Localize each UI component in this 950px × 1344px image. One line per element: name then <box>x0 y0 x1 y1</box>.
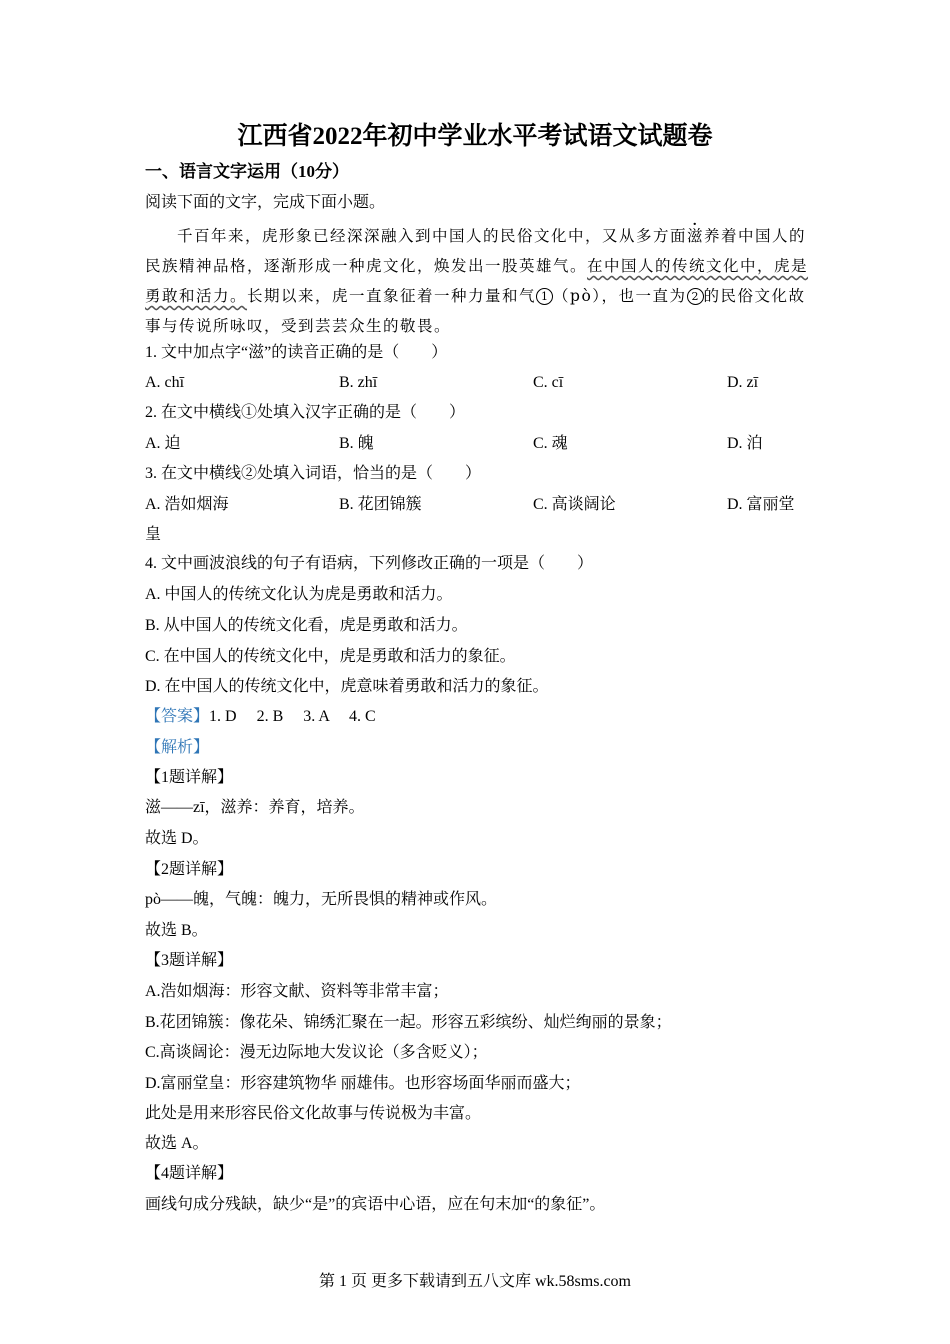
passage-text: 事与传说所咏叹，受到芸芸众生的敬畏。 <box>145 317 452 335</box>
detail-heading-1: 【1题详解】 <box>145 769 234 786</box>
detail-heading-3: 【3题详解】 <box>145 952 234 969</box>
detail-text: 滋——zī，滋养：养育，培养。 <box>145 799 365 816</box>
detail-text: pò——魄，气魄：魄力，无所畏惧的精神或作风。 <box>145 891 498 908</box>
q4-option-b: B. 从中国人的传统文化看，虎是勇敢和活力。 <box>145 617 468 634</box>
detail-heading-4: 【4题详解】 <box>145 1165 234 1182</box>
blank-2 <box>687 287 704 305</box>
detail-heading-2: 【2题详解】 <box>145 861 234 878</box>
q1-option-d: D. zī <box>727 374 759 391</box>
q1-option-a: A. chī <box>145 374 185 391</box>
passage-text: 长期以来，虎一直象征着一种力量和气 <box>247 287 537 305</box>
q2-option-a: A. 迫 <box>145 435 181 452</box>
q3-option-d-wrap: 皇 <box>145 526 162 543</box>
passage-line-3 <box>145 286 805 306</box>
detail-text: 故选 D。 <box>145 830 209 847</box>
q2-option-b: B. 魄 <box>339 435 374 452</box>
wavy-underlined-sentence: 在中国人的传统文化中，虎是 <box>587 257 809 275</box>
circled-number: 2 <box>687 288 704 305</box>
passage-text: 千百年来，虎形象已经深深融入到中国人的民俗文化中，又从多方面 <box>177 227 688 245</box>
question-2-stem: 2. 在文中横线①处填入汉字正确的是（ ） <box>145 404 466 421</box>
q4-option-d: D. 在中国人的传统文化中，虎意味着勇敢和活力的象征。 <box>145 678 549 695</box>
detail-text: 此处是用来形容民俗文化故事与传说极为丰富。 <box>145 1105 482 1122</box>
q4-option-c: C. 在中国人的传统文化中，虎是勇敢和活力的象征。 <box>145 648 516 665</box>
q3-option-c: C. 高谈阔论 <box>533 496 616 513</box>
detail-text: 故选 B。 <box>145 922 208 939</box>
detail-text: C.高谈阔论：漫无边际地大发议论（多含贬义）； <box>145 1044 488 1061</box>
q3-option-d: D. 富丽堂 <box>727 496 795 513</box>
passage-text: （pò），也一直为 <box>553 287 687 305</box>
question-4-stem: 4. 文中画波浪线的句子有语病，下列修改正确的一项是（ ） <box>145 555 594 572</box>
section-heading: 一、语言文字运用（10分） <box>145 162 349 181</box>
q2-option-d: D. 泊 <box>727 435 763 452</box>
answer-line <box>145 707 376 727</box>
page-footer: 第 1 页 更多下载请到五八文库 wk.58sms.com <box>318 1273 631 1290</box>
analysis-label: 【解析】 <box>145 739 210 756</box>
page-title: 江西省2022年初中学业水平考试语文试题卷 <box>237 123 713 150</box>
passage-line-2 <box>145 256 809 276</box>
question-1-stem: 1. 文中加点字“滋”的读音正确的是（ ） <box>145 344 448 361</box>
passage-line-4 <box>145 316 805 336</box>
passage-text: 养着中国人的 <box>704 227 807 245</box>
dotted-char: 滋 <box>687 227 705 245</box>
q4-option-a: A. 中国人的传统文化认为虎是勇敢和活力。 <box>145 586 453 603</box>
answer-text: 1. D 2. B 3. A 4. C <box>209 708 376 725</box>
circled-number: 1 <box>536 288 553 305</box>
q3-option-b: B. 花团锦簇 <box>339 496 422 513</box>
blank-1 <box>536 287 553 305</box>
detail-text: D.富丽堂皇：形容建筑物华 丽雄伟。也形容场面华丽而盛大； <box>145 1075 581 1092</box>
detail-text: 画线句成分残缺，缺少“是”的宾语中心语，应在句末加“的象征”。 <box>145 1196 606 1213</box>
q1-option-c: C. cī <box>533 374 564 391</box>
instruction-text: 阅读下面的文字，完成下面小题。 <box>145 194 386 211</box>
q1-option-b: B. zhī <box>339 374 378 391</box>
passage-text: 的民俗文化故 <box>703 287 806 305</box>
detail-text: B.花团锦簇：像花朵、锦绣汇聚在一起。形容五彩缤纷、灿烂绚丽的景象； <box>145 1014 672 1031</box>
q2-option-c: C. 魂 <box>533 435 568 452</box>
answer-label: 【答案】 <box>145 708 210 725</box>
wavy-underlined-sentence: 勇敢和活力。 <box>145 287 248 305</box>
detail-text: 故选 A。 <box>145 1135 209 1152</box>
question-3-stem: 3. 在文中横线②处填入词语，恰当的是（ ） <box>145 465 482 482</box>
detail-text: A.浩如烟海：形容文献、资料等非常丰富； <box>145 983 449 1000</box>
passage-text: 民族精神品格，逐渐形成一种虎文化，焕发出一股英雄气。 <box>145 257 588 275</box>
passage-line-1 <box>145 226 805 246</box>
q3-option-a: A. 浩如烟海 <box>145 496 229 513</box>
